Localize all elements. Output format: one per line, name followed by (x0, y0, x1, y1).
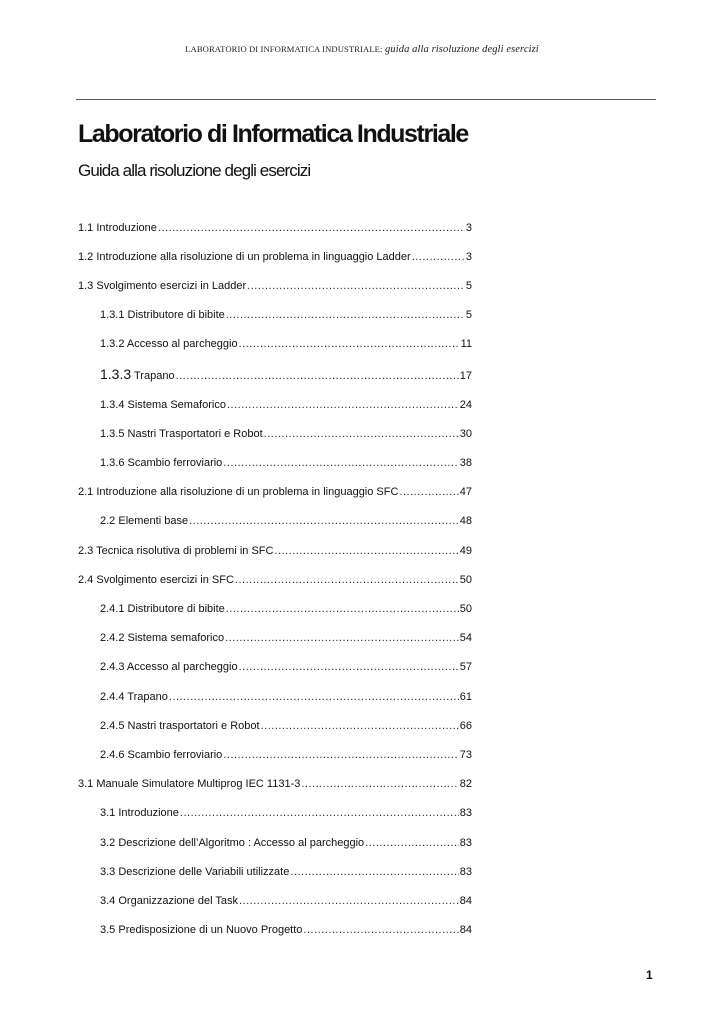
running-header-caps: LABORATORIO DI INFORMATICA INDUSTRIALE: (185, 44, 383, 54)
toc-entry-title: Svolgimento esercizi in SFC (96, 574, 234, 586)
toc-entry-page: 83 (459, 807, 472, 819)
toc-leader (290, 865, 458, 879)
toc-leader (226, 602, 459, 616)
toc-leader (301, 777, 458, 791)
toc-entry-title: Svolgimento esercizi in Ladder (96, 280, 247, 292)
toc-entry-title: Distributore di bibite (127, 603, 225, 615)
toc-leader (247, 279, 465, 293)
toc-entry-page: 48 (459, 515, 472, 527)
toc-entry[interactable] (100, 923, 472, 937)
toc-entry-page: 54 (459, 632, 472, 644)
document-subtitle: Guida alla risoluzione degli esercizi (78, 161, 311, 180)
toc-entry[interactable] (100, 308, 472, 322)
toc-leader (261, 719, 459, 733)
toc-entry-title: Organizzazione del Task (118, 895, 239, 907)
toc-entry-page: 66 (459, 720, 472, 732)
toc-entry-number: 1.3.1 (100, 309, 125, 321)
toc-leader (169, 690, 459, 704)
toc-entry-title: Introduzione alla risoluzione di un problema in linguaggio SFC (96, 486, 399, 498)
toc-entry-page: 84 (459, 895, 472, 907)
running-header (0, 44, 724, 55)
toc-entry-title: Introduzione (96, 222, 157, 234)
toc-entry-page: 30 (459, 428, 472, 440)
toc-entry[interactable] (78, 221, 472, 235)
toc-leader (180, 806, 459, 820)
toc-entry[interactable] (78, 573, 472, 587)
toc-entry[interactable] (100, 806, 472, 820)
toc-entry-number: 1.2 (78, 251, 94, 263)
toc-entry-number: 2.4.2 (100, 632, 125, 644)
toc-entry-number: 3.3 (100, 866, 116, 878)
toc-entry-title: Descrizione delle Variabili utilizzate (118, 866, 290, 878)
toc-entry-number: 2.4.1 (100, 603, 125, 615)
toc-leader (227, 398, 459, 412)
toc-entry-number: 2.4.3 (100, 661, 125, 673)
toc-entry-page: 5 (465, 280, 472, 292)
toc-leader (225, 631, 459, 645)
toc-entry[interactable] (78, 250, 472, 264)
toc-entry-title: Sistema semaforico (127, 632, 225, 644)
toc-leader (223, 748, 458, 762)
toc-entry-number: 2.1 (78, 486, 94, 498)
toc-entry-page: 38 (459, 457, 472, 469)
toc-entry[interactable] (100, 865, 472, 879)
toc-entry-page: 57 (459, 661, 472, 673)
toc-entry-page: 82 (459, 778, 472, 790)
toc-entry[interactable] (100, 367, 472, 383)
toc-leader (239, 894, 459, 908)
toc-leader (223, 456, 458, 470)
toc-entry[interactable] (100, 690, 472, 704)
page-number: 1 (646, 968, 653, 982)
toc-leader (176, 369, 459, 383)
toc-entry[interactable] (100, 836, 472, 850)
toc-entry-number: 1.3 (78, 280, 94, 292)
toc-leader (239, 337, 460, 351)
toc-entry-number: 3.5 (100, 924, 116, 936)
toc-entry[interactable] (100, 514, 472, 528)
toc-entry-page: 84 (459, 924, 472, 936)
toc-entry-title: Distributore di bibite (127, 309, 225, 321)
toc-entry-number: 2.2 (100, 515, 116, 527)
running-header-italic: guida alla risoluzione degli esercizi (385, 44, 539, 55)
toc-entry-title: Tecnica risolutiva di problemi in SFC (96, 545, 274, 557)
toc-entry-number: 2.4.4 (100, 691, 125, 703)
toc-entry-page: 5 (465, 309, 472, 321)
toc-entry-number: 3.1 (78, 778, 94, 790)
toc-entry[interactable] (78, 485, 472, 499)
toc-entry-title: Descrizione dell’Algoritmo : Accesso al parcheggio (118, 837, 365, 849)
toc-entry-page: 83 (459, 837, 472, 849)
toc-entry[interactable] (100, 602, 472, 616)
toc-entry-page: 50 (459, 574, 472, 586)
toc-entry-number: 1.3.6 (100, 457, 125, 469)
toc-entry-number: 1.3.5 (100, 428, 125, 440)
toc-leader (226, 308, 465, 322)
toc-entry[interactable] (100, 398, 472, 412)
toc-entry-number: 1.1 (78, 222, 94, 234)
toc-entry[interactable] (78, 279, 472, 293)
toc-leader (365, 836, 459, 850)
toc-entry-number: 2.4 (78, 574, 94, 586)
toc-entry-number: 1.3.3 (100, 366, 132, 382)
toc-entry-title: Nastri trasportatori e Robot (127, 720, 260, 732)
toc-entry-title: Manuale Simulatore Multiprog IEC 1131-3 (96, 778, 301, 790)
toc-entry[interactable] (100, 456, 472, 470)
toc-entry[interactable] (100, 337, 472, 351)
toc-entry-number: 3.4 (100, 895, 116, 907)
toc-leader (399, 485, 458, 499)
toc-entry-title: Scambio ferroviario (127, 749, 223, 761)
toc-entry-page: 17 (459, 370, 472, 382)
toc-entry[interactable] (100, 894, 472, 908)
toc-entry-number: 1.3.2 (100, 338, 125, 350)
toc-entry-title: Trapano (127, 691, 168, 703)
toc-entry-page: 47 (459, 486, 472, 498)
toc-entry-title: Introduzione alla risoluzione di un problema in linguaggio Ladder (96, 251, 411, 263)
toc-entry-page: 24 (459, 399, 472, 411)
toc-entry-title: Trapano (134, 370, 175, 382)
toc-entry-page: 83 (459, 866, 472, 878)
toc-entry[interactable] (78, 544, 472, 558)
toc-leader (189, 514, 459, 528)
toc-entry[interactable] (78, 777, 472, 791)
toc-entry-page: 61 (459, 691, 472, 703)
toc-leader (239, 660, 459, 674)
toc-entry-title: Accesso al parcheggio (126, 338, 238, 350)
toc-entry-page: 73 (459, 749, 472, 761)
toc-entry-page: 49 (459, 545, 472, 557)
toc-leader (264, 427, 459, 441)
toc-entry[interactable] (100, 719, 472, 733)
toc-entry-title: Introduzione (118, 807, 179, 819)
toc-entry-page: 50 (459, 603, 472, 615)
toc-leader (303, 923, 458, 937)
header-divider (76, 99, 656, 100)
toc-leader (412, 250, 465, 264)
toc-entry[interactable] (100, 631, 472, 645)
toc-entry[interactable] (100, 748, 472, 762)
toc-entry-number: 1.3.4 (100, 399, 125, 411)
toc-entry-title: Nastri Trasportatori e Robot (127, 428, 263, 440)
toc-entry[interactable] (100, 660, 472, 674)
toc-entry-title: Predisposizione di un Nuovo Progetto (118, 924, 303, 936)
toc-leader (158, 221, 465, 235)
document-title: Laboratorio di Informatica Industriale (78, 120, 468, 148)
toc-entry-number: 2.4.5 (100, 720, 125, 732)
toc-entry-page: 11 (460, 338, 472, 350)
toc-leader (235, 573, 459, 587)
toc-entry-number: 2.4.6 (100, 749, 125, 761)
toc-entry-number: 3.2 (100, 837, 116, 849)
toc-entry-page: 3 (465, 222, 472, 234)
toc-entry[interactable] (100, 427, 472, 441)
toc-entry-number: 2.3 (78, 545, 94, 557)
toc-entry-title: Accesso al parcheggio (126, 661, 238, 673)
toc-entry-title: Elementi base (118, 515, 189, 527)
toc-entry-number: 3.1 (100, 807, 116, 819)
toc-entry-page: 3 (465, 251, 472, 263)
toc-leader (274, 544, 458, 558)
toc-entry-title: Scambio ferroviario (127, 457, 223, 469)
toc-entry-title: Sistema Semaforico (127, 399, 226, 411)
